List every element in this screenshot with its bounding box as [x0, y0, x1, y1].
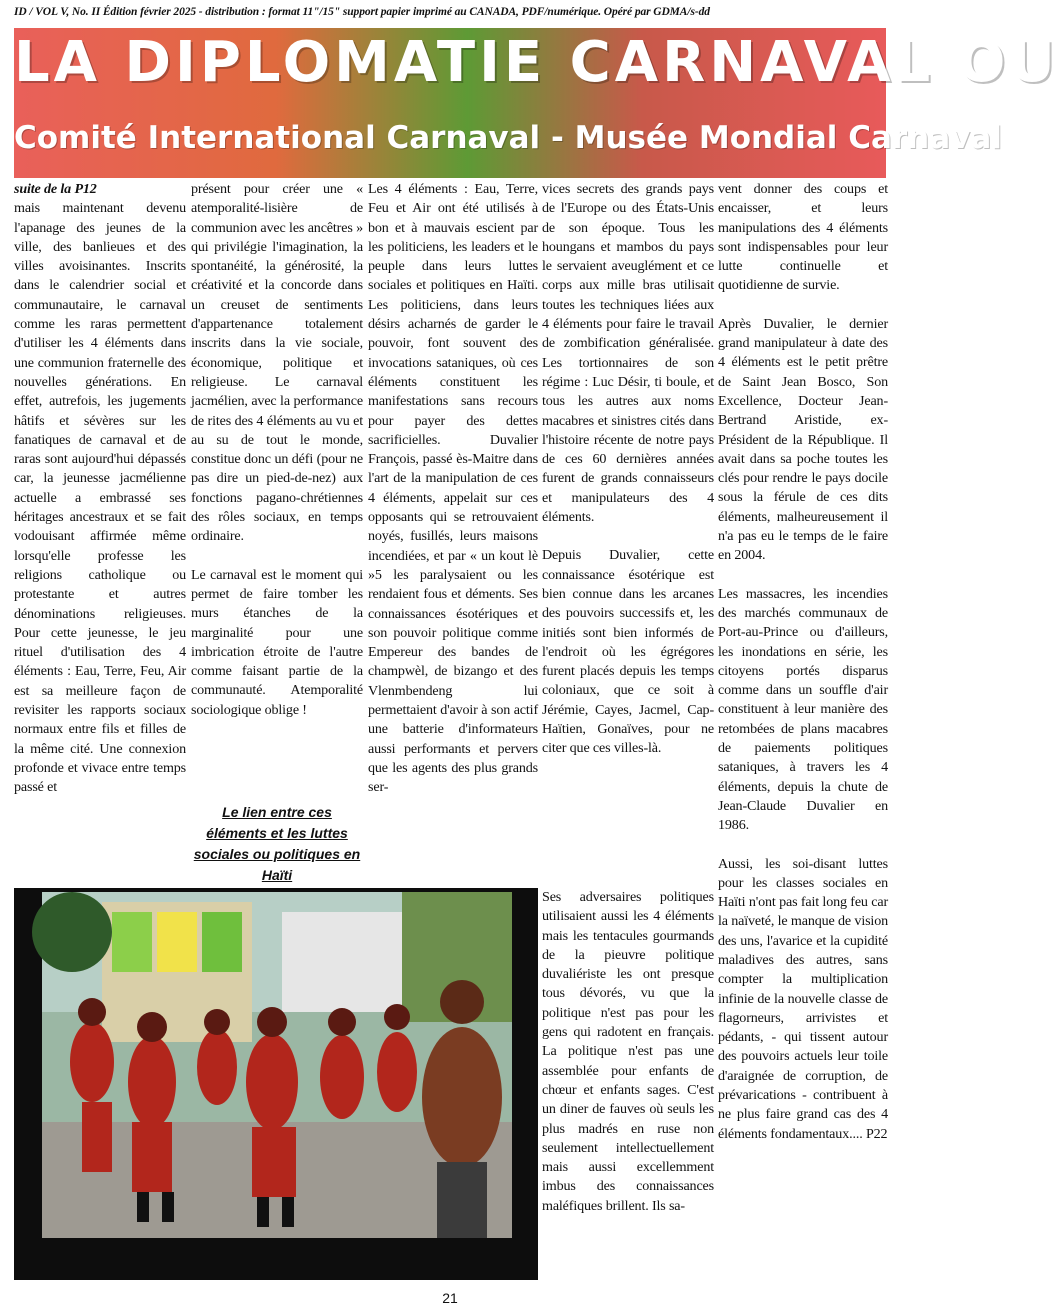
column-4-paragraph-3: Ses adversaires politiques utilisaient aussi les 4 éléments mais les tentacules gourmands de la pieuvre politique duvaliériste les ont presque tous dévorés, vu que la politique n'est pas pour les gens qui radotent en français. La politique n'est pas une assemblée pour enfants de chœur et enfants sages. C'est un diner de fauves où seuls les plus madrés en ruse non seulement intellectuellement mais aussi excellemment imbus des connaissances maléfiques brillent. Ils sa- — [542, 889, 714, 1214]
article-column-4 — [542, 180, 714, 882]
column-3-text: Les 4 éléments : Eau, Terre, Feu et Air ont été utilisés à bon et à mauvais escient par les politiciens, les leaders et le peuple dans leurs luttes sociales et politiques en Haïti. Les politiciens, dans leurs désirs acharnés de garder le pouvoir, font souvent des invocations sataniques, où ces éléments constituent les manifestations sans recours pour payer des dettes sacrificielles. Duvalier François, passé ès-Maitre dans l'art de la manipulation de ces 4 éléments, appelait sur ces opposants qui se retrouvaient noyés, fusillés, leurs maisons incendiées, et par « un kout lè »5 les paralysaient ou les rendaient fous et déments. Ses connaissances ésotériques et son pouvoir politique comme Empereur des bandes de champwèl, de bizango et des Vlenmbendeng lui permettaient d'avoir à son actif une batterie d'informateurs aussi performants et pervers que les agents des plus grands ser- — [368, 181, 538, 796]
carnival-photo-illustration — [42, 892, 512, 1238]
continuation-note: suite de la P12 — [14, 181, 97, 197]
column-4-paragraph-1: vices secrets des grands pays de l'Europe ou des États-Unis de son époque. Tous les houngans et mambos du pays le servaient aveuglément et ce corps aux mille bras utilisait toutes les techniques liées aux 4 éléments pour faire le travail de zombification généralisée. Les tortionnaires de son régime : Luc Désir, ti boule, et tous les autres aux noms macabres et sinistres cités dans l'histoire récente de notre pays de ces 60 dernières années furent de grands connaisseurs et manipulateurs des 4 éléments. — [542, 181, 714, 526]
article-column-5 — [718, 180, 888, 1300]
section-subheading: Le lien entre ces éléments et les luttes sociales ou politiques en Haïti — [193, 804, 361, 883]
column-1-text: mais maintenant devenu l'apanage des jeunes de la ville, des banlieues et des villes avoisinantes. Inscrits dans le calendrier social et communautaire, le carnaval comme les raras permettent d'utiliser les 4 éléments dans une communion fraternelle des nouvelles générations. En effet, autrefois, les jugements hâtifs et sévères sur les fanatiques de carnaval et de raras sont aujourd'hui dépassés car, la jeunesse jacmélienne actuelle a embrassé ses héritages ancestraux et se fait vodouisant affirmée même lorsqu'elle professe les religions catholique ou protestante et autres dénominations religieuses. Pour cette jeunesse, le jeu rituel d'utilisation des 4 éléments : Eau, Terre, Feu, Air est sa meilleure façon de revisiter les rapports sociaux normaux entre fils et filles de la même cité. Une connexion profonde et vivace entre temps passé et — [14, 200, 186, 796]
page-number: 21 — [442, 1290, 458, 1306]
column-2-paragraph-1: présent pour créer une « atemporalité-lisière de communion avec les ancêtres » qui privilégie l'imagination, la spontanéité, la générosité, la créativité et la concorde dans un creuset de sentiments d'appartenance totalement inscrits dans la vie sociale, économique, politique et religieuse. Le carnaval jacmélien, avec la performance de rites des 4 éléments au vu et au su de tout le monde, constitue donc un défi (pour ne pas dire un pied-de-nez) aux fonctions pagano-chrétiennes des rôles sociaux, en temps ordinaire. — [191, 181, 363, 545]
column-5-paragraph-3: Les massacres, les incendies des marchés communaux de Port-au-Prince ou d'ailleurs, les inondations en série, les citoyens portés disparus comme dans un souffle d'air constituent à leur manière des retombées de plans macabres de paiements politiques sataniques, à travers les 4 éléments, depuis la chute de Jean-Claude Duvalier en 1986. — [718, 585, 888, 834]
title-banner — [14, 28, 1059, 178]
article-column-2 — [191, 180, 363, 780]
page-subtitle: Comité International Carnaval - Musée Mondial Carnaval — [14, 120, 1002, 156]
article-column-3 — [368, 180, 538, 886]
column-5-paragraph-4: Aussi, les soi-disant luttes pour les classes sociales en Haïti n'ont pas fait long feu car la naïveté, le manque de vision des uns, l'avarice et la cupidité maladives des autres, sans compter la multiplication infinie de la nouvelle classe de flagorneurs, arrivistes et pédants, - qui tissent autour des pouvoirs actuels leur toile d'araignée de corruption, de prévarications - contribuent à ne plus faire grand cas des 4 éléments fondamentaux.... P22 — [718, 855, 888, 1142]
column-5-paragraph-1: vent donner des coups et encaisser, et leurs manipulations des 4 éléments sont indispensables pour leur lutte continuelle et quotidienne de survie. — [718, 181, 888, 294]
carnival-photo — [14, 888, 538, 1280]
column-5-paragraph-2: Après Duvalier, le dernier grand manipulateur à date des 4 éléments est le petit prêtre de Saint Jean Bosco, Son Excellence, Docteur Jean-Bertrand Aristide, ex-Président de la République. Il avait dans sa poche toutes les clés pour rendre le pays docile sous la férule de ces dits éléments, malheureusement il n'a pas eu le temps de le faire en 2004. — [718, 315, 888, 564]
column-2-paragraph-2: Le carnaval est le moment qui permet de faire tomber les murs étanches de la marginalité pour une imbrication étroite de l'autre comme faisant partie de la communauté. Atemporalité sociologique oblige ! — [191, 566, 363, 718]
issue-info-line: ID / VOL V, No. II Édition février 2025 - distribution : format 11"/15" support papier imprimé au CANADA, PDF/numérique. Opéré par GDMA/s-dd — [14, 6, 710, 18]
column-4-paragraph-2: Depuis Duvalier, cette connaissance ésotérique est bien connue dans les arcanes des pouvoirs successifs et, les initiés sont bien informés de l'endroit où les égrégores furent placés depuis les temps coloniaux, que ce soit à Jérémie, Cayes, Jacmel, Cap-Haïtien, Gonaïves, pour ne citer que ces villes-là. — [542, 547, 714, 757]
article-column-4-continued — [542, 888, 714, 1300]
page-title: LA DIPLOMATIE CARNAVAL OU — [14, 30, 1059, 95]
article-column-1 — [14, 180, 186, 885]
